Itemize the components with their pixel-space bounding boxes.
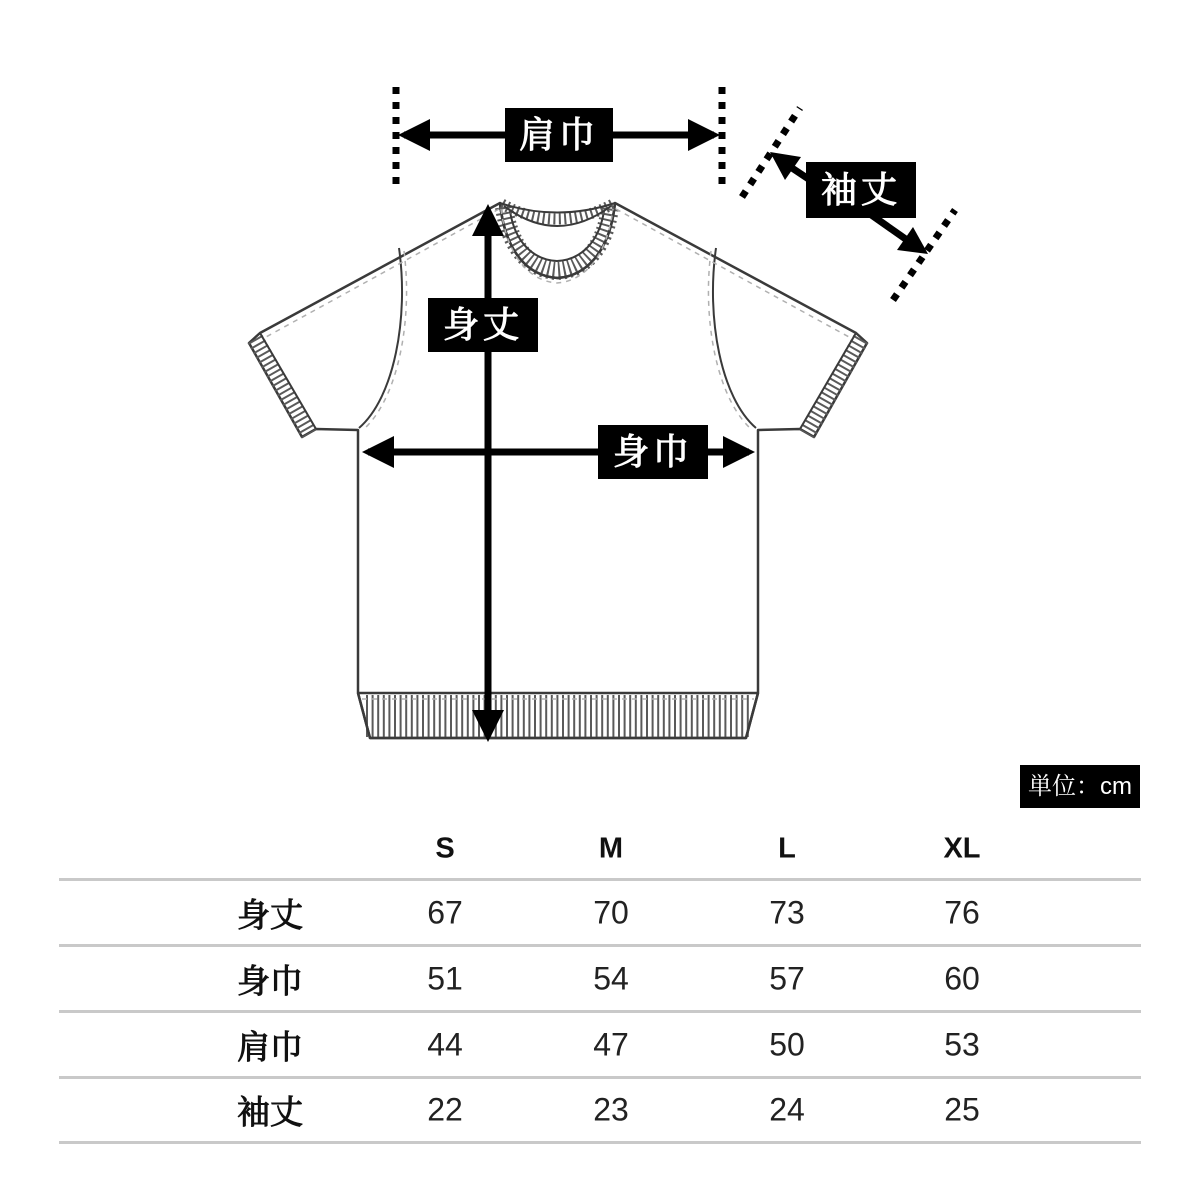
- body-length-label: 身丈: [428, 298, 538, 352]
- table-row: [59, 881, 1141, 945]
- table-row: [59, 1013, 1141, 1077]
- cell-value: 25: [944, 1091, 980, 1128]
- cell-value: 73: [769, 894, 805, 931]
- cell-value: 76: [944, 894, 980, 931]
- table-header-row: [59, 818, 1141, 879]
- column-header-xl: XL: [943, 832, 981, 864]
- cell-value: 67: [427, 894, 463, 931]
- sleeve-length-label: 袖丈: [806, 162, 916, 218]
- cell-value: 44: [427, 1026, 463, 1063]
- body-width-label: 身巾: [598, 425, 708, 479]
- cell-value: 70: [593, 894, 629, 931]
- cell-value: 23: [593, 1091, 629, 1128]
- cell-value: 24: [769, 1091, 805, 1128]
- table-divider: [59, 1141, 1141, 1144]
- cell-value: 22: [427, 1091, 463, 1128]
- cell-value: 50: [769, 1026, 805, 1063]
- row-label: 身巾: [237, 962, 303, 1000]
- unit-badge: 単位：cm: [1020, 765, 1140, 808]
- column-header-m: M: [598, 832, 624, 864]
- hem-ribbing: [358, 693, 758, 738]
- row-label: 肩巾: [237, 1028, 303, 1066]
- cell-value: 60: [944, 960, 980, 997]
- cell-value: 47: [593, 1026, 629, 1063]
- row-label: 袖丈: [237, 1093, 303, 1131]
- cell-value: 57: [769, 960, 805, 997]
- table-row: [59, 947, 1141, 1011]
- column-header-l: L: [778, 832, 796, 864]
- cell-value: 54: [593, 960, 629, 997]
- cell-value: 53: [944, 1026, 980, 1063]
- shoulder-width-label: 肩巾: [505, 108, 613, 162]
- table-row: [59, 1079, 1141, 1141]
- row-label: 身丈: [237, 896, 303, 934]
- cell-value: 51: [427, 960, 463, 997]
- column-header-s: S: [435, 832, 455, 864]
